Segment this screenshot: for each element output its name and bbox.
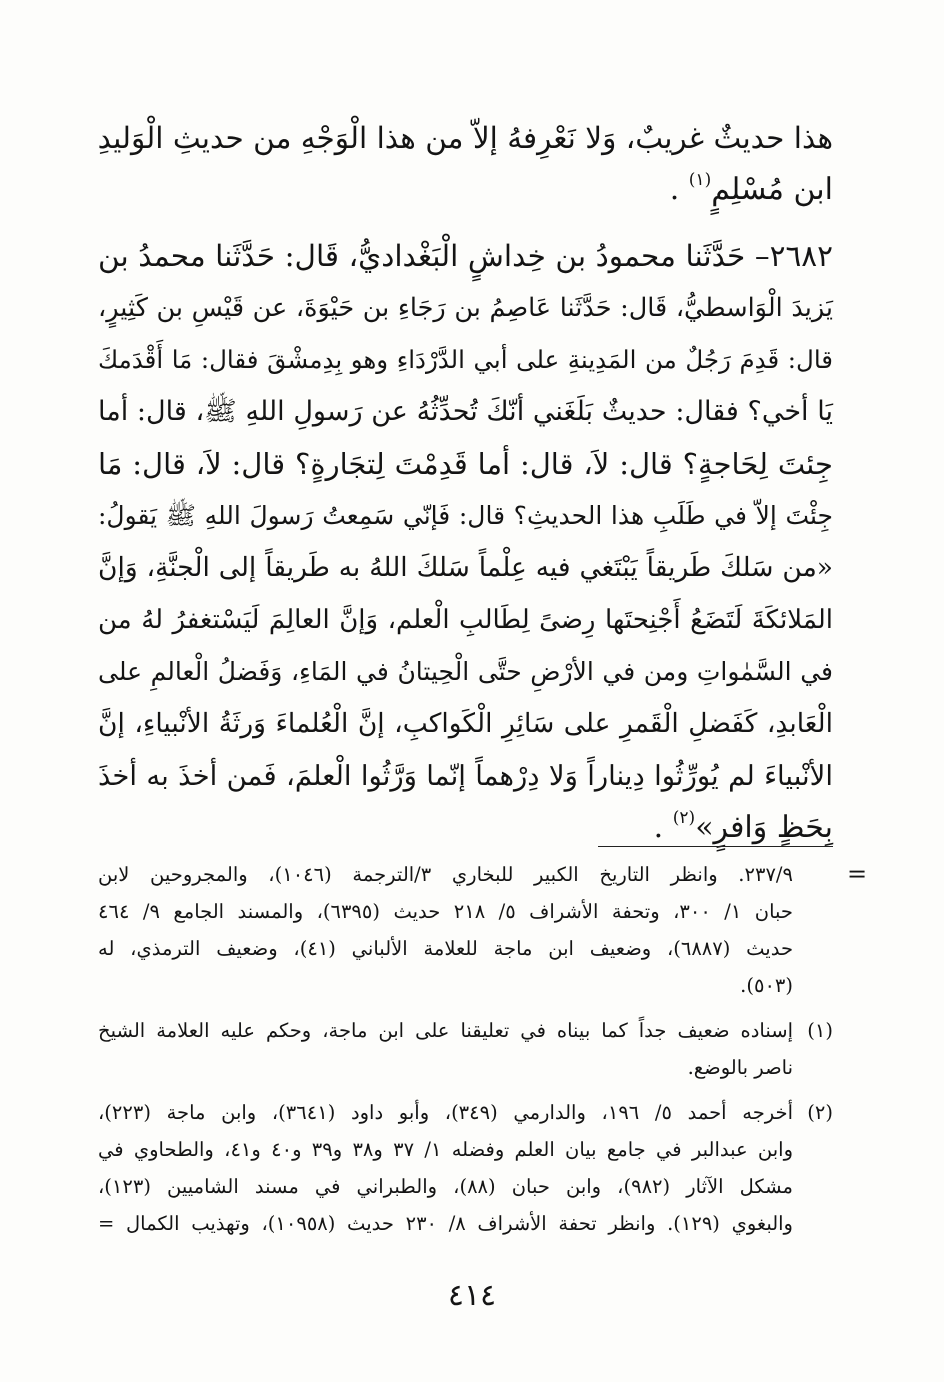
footnote-ref-1[interactable]: (١)	[688, 170, 712, 190]
continuation-mark: =	[846, 860, 868, 888]
text-line: الْعَابدِ، كَفَضلِ الْقَمرِ على سَائِرِ الْكَواكبِ، إنَّ الْعُلماءَ وَرثَةُ الأنْبياءِ، إنَّ	[98, 708, 833, 739]
footnote-line: وابن عبدالبر في جامع بيان العلم وفضله ١/ ٣٧ و٣٨ و٣٩ و٤٠ و٤١، والطحاوي في	[98, 1138, 794, 1161]
footnote-continuation	[98, 856, 868, 1004]
footnote-line: والبغوي (١٢٩). وانظر تحفة الأشراف ٨/ ٢٣٠ حديث (١٠٩٥٨)، وتهذيب الكمال =	[98, 1212, 793, 1235]
footnote-line: إسناده ضعيف جداً كما بيناه في تعليقنا على ابن ماجة، وحكم عليه العلامة الشيخ	[98, 1019, 793, 1042]
footnote-marker: (١)	[807, 1019, 833, 1042]
text-line: في السَّمٰواتِ ومن في الأرْضِ حتَّى الْحِيتانُ في المَاءِ، وَفَضلُ الْعالمِ على	[98, 657, 833, 686]
text-line-content: بِحَظٍ وَافرٍ»	[695, 810, 833, 845]
text-line: جِئْتَ إلاّ في طَلَبِ هذا الحديثِ؟ قال: فَإنّي سَمِعتُ رَسولَ اللهِ ﷺ يَقولُ:	[98, 501, 833, 530]
footnote-line: (٥٠٣).	[740, 974, 793, 997]
text-line: المَلائكَةَ لَتَضَعُ أَجْنِحتَها رِضىً لِطَالبِ الْعلم، وَإنَّ العالِمَ لَيَسْتغفرُ لهُ من	[98, 605, 833, 635]
footnote-line: ناصر بالوضع.	[687, 1056, 793, 1079]
footnote-2	[98, 1094, 833, 1242]
text-line	[98, 164, 833, 216]
paragraph-gap	[98, 216, 833, 230]
footnote-1	[98, 1012, 833, 1086]
footnote-line: حديث (٦٨٨٧)، وضعيف ابن ماجة للعلامة الألباني (٤١)، وضعيف الترمذي، له	[98, 937, 794, 960]
text-line: «من سَلكَ طَريقاً يَبْتَغي فيه عِلْماً سَلكَ اللهُ به طَريقاً إلى الْجنَّةِ، وَإنَّ	[98, 552, 833, 583]
page-number: ٤١٤	[447, 1278, 497, 1313]
text-line: جِئتَ لِحَاجةٍ؟ قال: لاَ، قال: أما قَدِمْتَ لِتجَارةٍ؟ قال: لاَ، قال: مَا	[98, 447, 833, 481]
text-line: الأنْبياءَ لم يُورِّثُوا دِيناراً وَلا دِرْهماً إنّما وَرَّثُوا الْعلمَ، فَمن أخذَ به أخذَ	[98, 760, 833, 792]
footnote-line: أخرجه أحمد ٥/ ١٩٦، والدارمي (٣٤٩)، وأبو داود (٣٦٤١)، وابن ماجة (٢٢٣)،	[98, 1101, 793, 1124]
text-line: يَزيدَ الْوَاسطيُّ، قَال: حَدَّثَنا عَاصِمُ بن رَجَاءِ بن حَيْوَةَ، عن قَيْسِ بن كَثِيرٍ،	[98, 293, 833, 323]
text-line: هذا حديثٌ غريبٌ، وَلا نَعْرِفهُ إلاّ من هذا الْوَجْهِ من حديثِ الْوَليدِ	[97, 121, 833, 155]
footnote-ref-2[interactable]: (٢)	[672, 808, 696, 828]
period: .	[653, 810, 664, 845]
period: .	[669, 172, 680, 207]
main-text	[98, 112, 833, 854]
footnote-line: مشكل الآثار (٩٨٢)، وابن حبان (٨٨)، والطبراني في مسند الشاميين (١٢٣)،	[98, 1175, 793, 1198]
text-line: قال: قَدِمَ رَجُلٌ من المَدِينةِ على أبي الدَّرْدَاءِ وهو بِدِمشْقَ فقال: مَا أَقْدَمكَ	[98, 345, 833, 374]
text-line: ٢٦٨٢– حَدَّثَنا محمودُ بن خِداشٍ الْبَغْداديُّ، قَال: حَدَّثَنا محمدُ بن	[98, 239, 833, 273]
text-line: يَا أخي؟ فقال: حديثٌ بَلَغَني أنّكَ تُحدِّثُهُ عن رَسولِ اللهِ ﷺ، قال: أما	[98, 396, 833, 427]
footnotes	[98, 856, 868, 1250]
footnote-marker: (٢)	[807, 1101, 833, 1124]
footnote-line: حبان ١/ ٣٠٠، وتحفة الأشراف ٥/ ٢١٨ حديث (٦٣٩٥)، والمسند الجامع ٩/ ٤٦٤	[98, 900, 793, 923]
text-line-content: ابن مُسْلِمٍ	[711, 172, 833, 207]
footnote-line: ٢٣٧/٩. وانظر التاريخ الكبير للبخاري ٣/الترجمة (١٠٤٦)، والمجروحين لابن	[98, 863, 793, 886]
footnote-separator	[598, 846, 833, 847]
